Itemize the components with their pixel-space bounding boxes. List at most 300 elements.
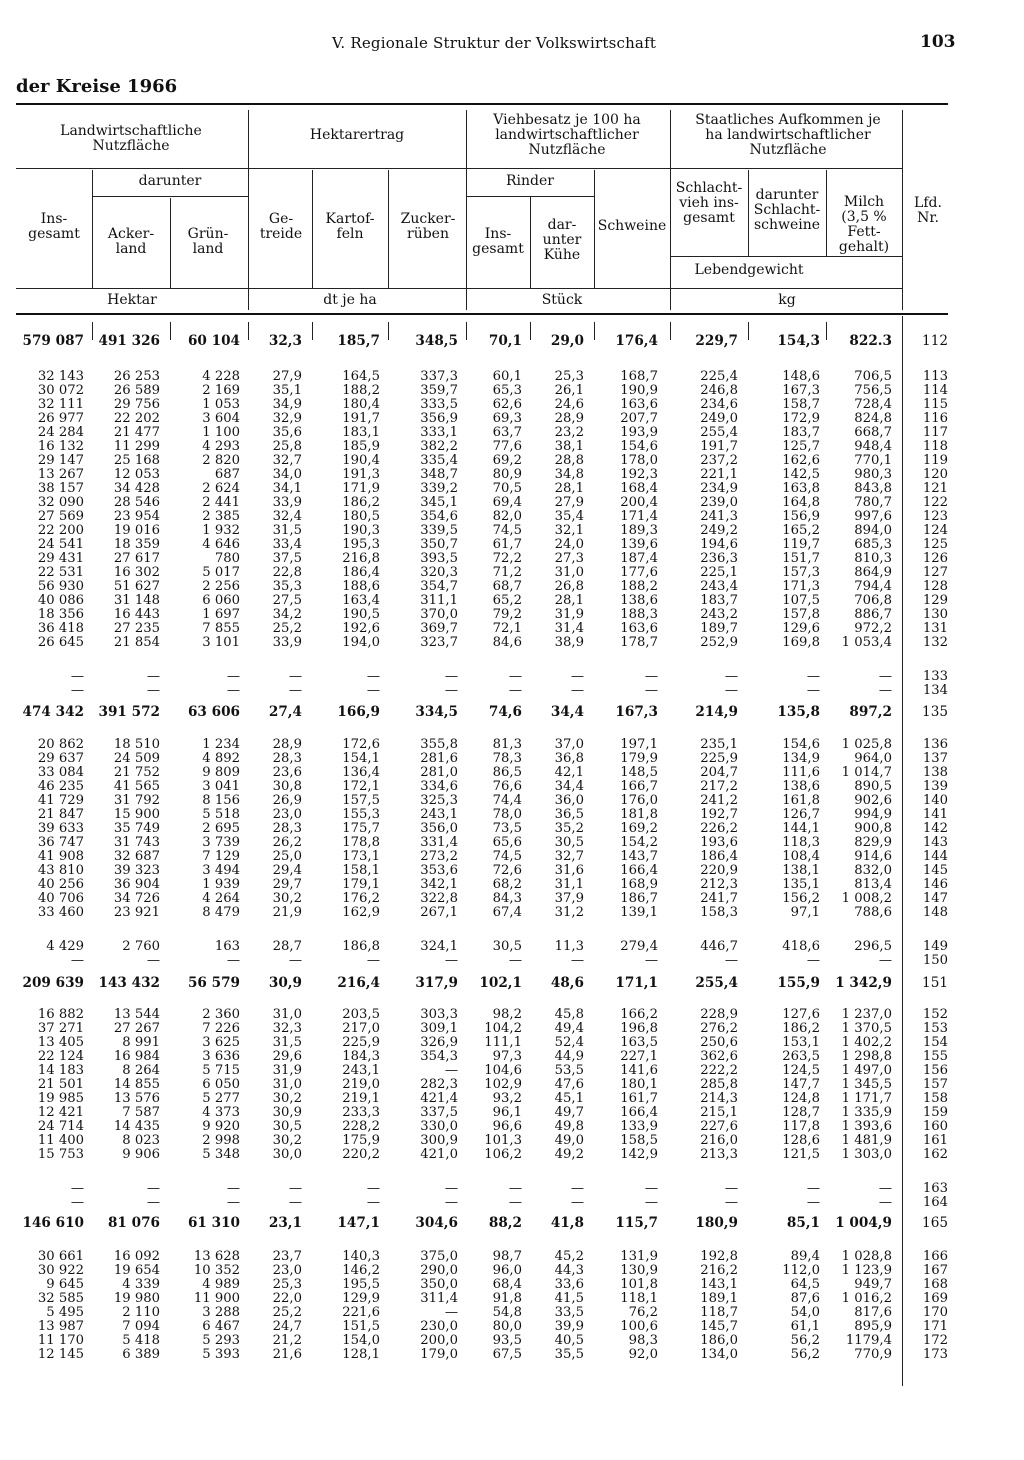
cell-getreide: 25,0 (272, 849, 302, 864)
cell-kartoffeln: 233,3 (342, 1105, 380, 1120)
cell-getreide: — (288, 1181, 302, 1196)
cell-getreide: 34,1 (272, 481, 302, 496)
cell-lfd-nr: 155 (922, 1049, 948, 1064)
cell-gruenland: 780 (214, 551, 240, 566)
cell-kuehe: 42,1 (554, 765, 584, 780)
cell-schlachtvieh: 217,2 (700, 779, 738, 794)
cell-lfd-nr: 143 (922, 835, 948, 850)
cell-ackerland: 26 253 (113, 369, 160, 384)
cell-schlachtvieh: 241,7 (700, 891, 738, 906)
cell-milch: 794,4 (854, 579, 892, 594)
cell-milch: 895,9 (854, 1319, 892, 1334)
insgesamt-header: Ins- gesamt (28, 211, 80, 242)
unit-kg: kg (778, 292, 796, 308)
cell-schlachtschweine: 119,7 (782, 537, 820, 552)
cell-lfd-nr: 170 (922, 1305, 948, 1320)
cell-schlachtschweine: 97,1 (790, 905, 820, 920)
cell-kuehe: 37,9 (554, 891, 584, 906)
cell-rinder-insgesamt: 93,5 (492, 1333, 522, 1348)
cell-schweine: 148,5 (620, 765, 658, 780)
cell-lfd-nr: 162 (922, 1147, 948, 1162)
lnf-group-header: Landwirtschaftliche Nutzfläche (60, 123, 202, 154)
cell-insgesamt: — (70, 669, 84, 684)
cell-schlachtschweine: 183,7 (782, 425, 820, 440)
cell-milch: 706,8 (854, 593, 892, 608)
cell-lfd-nr: 129 (922, 593, 948, 608)
cell-kartoffeln: 192,6 (342, 621, 380, 636)
cell-zuckerrueben: — (444, 953, 458, 968)
cell-rinder-insgesamt: 74,6 (488, 704, 522, 720)
table-row (0, 496, 1024, 510)
cell-gruenland: 3 739 (202, 835, 240, 850)
cell-ackerland: 19 980 (113, 1291, 160, 1306)
cell-insgesamt: 474 342 (22, 704, 84, 720)
unit-stueck: Stück (541, 292, 583, 308)
cell-schlachtschweine: 153,1 (782, 1035, 820, 1050)
cell-kuehe: 35,5 (554, 1347, 584, 1362)
cell-gruenland: 13 628 (193, 1249, 240, 1264)
cell-schlachtvieh: 189,1 (700, 1291, 738, 1306)
cell-ackerland: — (146, 953, 160, 968)
ackerland-header: Acker- land (107, 226, 155, 257)
table-row (0, 1064, 1024, 1078)
cell-zuckerrueben: 317,9 (415, 975, 458, 991)
zuckerrueben-header: Zucker- rüben (400, 211, 456, 242)
cell-ackerland: 9 906 (122, 1147, 160, 1162)
cell-zuckerrueben: 333,1 (420, 425, 458, 440)
cell-lfd-nr: 149 (922, 939, 948, 954)
table-row (0, 594, 1024, 608)
cell-getreide: 32,7 (272, 453, 302, 468)
cell-zuckerrueben: 335,4 (420, 453, 458, 468)
cell-kuehe: 26,1 (554, 383, 584, 398)
cell-gruenland: 63 606 (187, 704, 240, 720)
cell-schlachtvieh: 192,7 (700, 807, 738, 822)
cell-gruenland: — (226, 1195, 240, 1210)
cell-milch: 296,5 (854, 939, 892, 954)
darunter-header: darunter (138, 173, 202, 189)
cell-zuckerrueben: 339,2 (420, 481, 458, 496)
cell-milch: 843,8 (854, 481, 892, 496)
cell-schweine: 167,3 (615, 704, 658, 720)
cell-schweine: 168,7 (620, 369, 658, 384)
cell-schlachtvieh: 228,9 (700, 1007, 738, 1022)
cell-insgesamt: 11 170 (37, 1333, 84, 1348)
cell-rinder-insgesamt: 88,2 (488, 1215, 522, 1231)
cell-kuehe: 44,9 (554, 1049, 584, 1064)
cell-schlachtschweine: — (806, 683, 820, 698)
cell-rinder-insgesamt: 78,3 (492, 751, 522, 766)
cell-schlachtvieh: 215,1 (700, 1105, 738, 1120)
cell-lfd-nr: 120 (922, 467, 948, 482)
cell-gruenland: 5 518 (202, 807, 240, 822)
getreide-header: Ge- treide (259, 211, 303, 242)
cell-kartoffeln: 188,2 (342, 383, 380, 398)
cell-kartoffeln: — (366, 953, 380, 968)
cell-schweine: 197,1 (620, 737, 658, 752)
cell-schlachtvieh: 362,6 (700, 1049, 738, 1064)
cell-ackerland: 81 076 (107, 1215, 160, 1231)
cell-ackerland: 27 267 (113, 1021, 160, 1036)
table-row (0, 1264, 1024, 1278)
cell-milch: 948,4 (854, 439, 892, 454)
cell-milch: 1 014,7 (841, 765, 892, 780)
cell-zuckerrueben: 353,6 (420, 863, 458, 878)
cell-ackerland: 19 016 (113, 523, 160, 538)
cell-rinder-insgesamt: 84,3 (492, 891, 522, 906)
cell-kuehe: 26,8 (554, 579, 584, 594)
cell-schlachtvieh: 234,9 (700, 481, 738, 496)
table-row (0, 1148, 1024, 1162)
cell-schlachtschweine: 87,6 (790, 1291, 820, 1306)
cell-kartoffeln: 166,9 (337, 704, 380, 720)
cell-kartoffeln: 188,6 (342, 579, 380, 594)
cell-kuehe: 41,8 (550, 1215, 584, 1231)
cell-rinder-insgesamt: 106,2 (484, 1147, 522, 1162)
cell-zuckerrueben: 393,5 (420, 551, 458, 566)
cell-getreide: 29,7 (272, 877, 302, 892)
cell-schlachtschweine: 163,8 (782, 481, 820, 496)
cell-rinder-insgesamt: 82,0 (492, 509, 522, 524)
table-row (0, 684, 1024, 698)
cell-schlachtvieh: 227,6 (700, 1119, 738, 1134)
cell-schlachtvieh: 236,3 (700, 551, 738, 566)
cell-rinder-insgesamt: 101,3 (484, 1133, 522, 1148)
cell-milch: 886,7 (854, 607, 892, 622)
header-divider (902, 110, 903, 310)
cell-gruenland: 2 441 (202, 495, 240, 510)
cell-rinder-insgesamt: 72,2 (492, 551, 522, 566)
table-row (0, 954, 1024, 968)
cell-insgesamt: 40 256 (37, 877, 84, 892)
cell-rinder-insgesamt: 60,1 (492, 369, 522, 384)
cell-zuckerrueben: 369,7 (420, 621, 458, 636)
cell-rinder-insgesamt: 74,4 (492, 793, 522, 808)
cell-lfd-nr: 112 (922, 333, 948, 349)
top-rule (16, 103, 948, 105)
cell-milch: 822.3 (849, 333, 892, 349)
cell-milch: — (878, 1195, 892, 1210)
table-row-total (0, 976, 1024, 990)
cell-zuckerrueben: 354,7 (420, 579, 458, 594)
cell-kuehe: 34,4 (554, 779, 584, 794)
cell-kartoffeln: 203,5 (342, 1007, 380, 1022)
cell-gruenland: 9 809 (202, 765, 240, 780)
cell-zuckerrueben: 337,5 (420, 1105, 458, 1120)
cell-rinder-insgesamt: 62,6 (492, 397, 522, 412)
cell-lfd-nr: 171 (922, 1319, 948, 1334)
cell-schlachtschweine: 162,6 (782, 453, 820, 468)
cell-lfd-nr: 122 (922, 495, 948, 510)
cell-insgesamt: 40 706 (37, 891, 84, 906)
cell-schlachtschweine: 138,6 (782, 779, 820, 794)
cell-kuehe: 38,1 (554, 439, 584, 454)
cell-kartoffeln: 190,4 (342, 453, 380, 468)
cell-getreide: 23,1 (268, 1215, 302, 1231)
cell-ackerland: 35 749 (113, 821, 160, 836)
cell-zuckerrueben: 320,3 (420, 565, 458, 580)
cell-getreide: 27,4 (268, 704, 302, 720)
cell-ackerland: 8 991 (122, 1035, 160, 1050)
cell-zuckerrueben: 281,0 (420, 765, 458, 780)
cell-schlachtschweine: 186,2 (782, 1021, 820, 1036)
cell-kuehe: 36,5 (554, 807, 584, 822)
cell-schweine: 98,3 (628, 1333, 658, 1348)
cell-ackerland: 31 743 (113, 835, 160, 850)
cell-zuckerrueben: 324,1 (420, 939, 458, 954)
cell-milch: 900,8 (854, 821, 892, 836)
cell-zuckerrueben: 273,2 (420, 849, 458, 864)
cell-lfd-nr: 154 (922, 1035, 948, 1050)
cell-ackerland: — (146, 683, 160, 698)
cell-zuckerrueben: 323,7 (420, 635, 458, 650)
cell-schweine: 196,8 (620, 1021, 658, 1036)
cell-milch: 810,3 (854, 551, 892, 566)
cell-milch: 770,1 (854, 453, 892, 468)
cell-schlachtvieh: 234,6 (700, 397, 738, 412)
cell-rinder-insgesamt: 77,6 (492, 439, 522, 454)
cell-schweine: 163,6 (620, 397, 658, 412)
cell-getreide: 35,3 (272, 579, 302, 594)
unit-dt-je-ha: dt je ha (323, 292, 377, 308)
cell-schlachtvieh: 180,9 (695, 1215, 738, 1231)
cell-schlachtschweine: 154,3 (777, 333, 820, 349)
cell-gruenland: 3 288 (202, 1305, 240, 1320)
cell-insgesamt: 29 637 (37, 751, 84, 766)
cell-schlachtschweine: 138,1 (782, 863, 820, 878)
cell-insgesamt: 19 985 (37, 1091, 84, 1106)
cell-getreide: 30,9 (272, 1105, 302, 1120)
cell-ackerland: 21 854 (113, 635, 160, 650)
cell-lfd-nr: 152 (922, 1007, 948, 1022)
cell-schweine: — (644, 683, 658, 698)
cell-schlachtvieh: 216,2 (700, 1263, 738, 1278)
table-row (0, 1334, 1024, 1348)
cell-rinder-insgesamt: — (508, 953, 522, 968)
cell-ackerland: 11 299 (113, 439, 160, 454)
cell-milch: 1 370,5 (841, 1021, 892, 1036)
cell-kartoffeln: 216,8 (342, 551, 380, 566)
cell-zuckerrueben: 342,1 (420, 877, 458, 892)
cell-milch: 1 171,7 (841, 1091, 892, 1106)
cell-getreide: 29,6 (272, 1049, 302, 1064)
cell-milch: 685,3 (854, 537, 892, 552)
cell-kuehe: 31,6 (554, 863, 584, 878)
cell-kuehe: 31,1 (554, 877, 584, 892)
cell-zuckerrueben: 334,5 (415, 704, 458, 720)
cell-kartoffeln: 179,1 (342, 877, 380, 892)
cell-lfd-nr: 164 (922, 1195, 948, 1210)
cell-zuckerrueben: — (444, 669, 458, 684)
cell-getreide: 21,9 (272, 905, 302, 920)
cell-schlachtschweine: 126,7 (782, 807, 820, 822)
cell-getreide: 30,2 (272, 1133, 302, 1148)
cell-getreide: — (288, 683, 302, 698)
cell-schlachtvieh: 243,2 (700, 607, 738, 622)
cell-rinder-insgesamt: 102,1 (479, 975, 522, 991)
cell-zuckerrueben: 356,0 (420, 821, 458, 836)
cell-schlachtschweine: 56,2 (790, 1333, 820, 1348)
table-row (0, 608, 1024, 622)
cell-kartoffeln: — (366, 1195, 380, 1210)
cell-kuehe: 49,2 (554, 1147, 584, 1162)
cell-kuehe: 47,6 (554, 1077, 584, 1092)
cell-gruenland: — (226, 1181, 240, 1196)
cell-gruenland: 1 932 (202, 523, 240, 538)
cell-zuckerrueben: 311,1 (420, 593, 458, 608)
cell-insgesamt: 20 862 (37, 737, 84, 752)
table-row (0, 566, 1024, 580)
cell-schlachtvieh: 252,9 (700, 635, 738, 650)
table-row (0, 670, 1024, 684)
cell-ackerland: 16 302 (113, 565, 160, 580)
cell-milch: 756,5 (854, 383, 892, 398)
cell-kuehe: 11,3 (554, 939, 584, 954)
cell-zuckerrueben: 200,0 (420, 1333, 458, 1348)
cell-zuckerrueben: 348,7 (420, 467, 458, 482)
cell-getreide: 30,8 (272, 779, 302, 794)
cell-schweine: 207,7 (620, 411, 658, 426)
cell-kuehe: 44,3 (554, 1263, 584, 1278)
cell-zuckerrueben: 267,1 (420, 905, 458, 920)
cell-rinder-insgesamt: 68,2 (492, 877, 522, 892)
cell-milch: — (878, 953, 892, 968)
cell-lfd-nr: 147 (922, 891, 948, 906)
cell-getreide: 25,8 (272, 439, 302, 454)
cell-schlachtschweine: 263,5 (782, 1049, 820, 1064)
cell-schweine: 189,3 (620, 523, 658, 538)
table-row (0, 482, 1024, 496)
cell-getreide: 33,4 (272, 537, 302, 552)
cell-schlachtschweine: 128,7 (782, 1105, 820, 1120)
cell-schweine: 92,0 (628, 1347, 658, 1362)
cell-schlachtvieh: 225,4 (700, 369, 738, 384)
cell-getreide: 32,4 (272, 509, 302, 524)
cell-schweine: 169,2 (620, 821, 658, 836)
cell-getreide: 30,2 (272, 1091, 302, 1106)
cell-getreide: 28,3 (272, 821, 302, 836)
cell-insgesamt: — (70, 1195, 84, 1210)
cell-milch: 1179,4 (845, 1333, 892, 1348)
cell-ackerland: 7 094 (122, 1319, 160, 1334)
cell-insgesamt: 33 084 (37, 765, 84, 780)
cell-kartoffeln: 151,5 (342, 1319, 380, 1334)
cell-schweine: 138,6 (620, 593, 658, 608)
cell-lfd-nr: 130 (922, 607, 948, 622)
table-row (0, 822, 1024, 836)
cell-lfd-nr: 135 (922, 704, 948, 720)
cell-gruenland: 6 467 (202, 1319, 240, 1334)
cell-insgesamt: 41 908 (37, 849, 84, 864)
header-divider (312, 170, 313, 288)
cell-kartoffeln: 147,1 (337, 1215, 380, 1231)
cell-kuehe: 27,3 (554, 551, 584, 566)
cell-lfd-nr: 123 (922, 509, 948, 524)
cell-ackerland: 21 477 (113, 425, 160, 440)
cell-schlachtschweine: 128,6 (782, 1133, 820, 1148)
cell-kuehe: 32,7 (554, 849, 584, 864)
cell-rinder-insgesamt: 68,7 (492, 579, 522, 594)
cell-kuehe: 31,2 (554, 905, 584, 920)
cell-gruenland: 2 169 (202, 383, 240, 398)
cell-lfd-nr: 165 (922, 1215, 948, 1231)
cell-schlachtvieh: — (724, 953, 738, 968)
cell-schlachtvieh: 145,7 (700, 1319, 738, 1334)
cell-schlachtvieh: 250,6 (700, 1035, 738, 1050)
cell-kuehe: 35,4 (554, 509, 584, 524)
cell-gruenland: 6 060 (202, 593, 240, 608)
cell-gruenland: 4 293 (202, 439, 240, 454)
cell-milch: 832,0 (854, 863, 892, 878)
cell-schweine: 193,9 (620, 425, 658, 440)
cell-insgesamt: 13 405 (37, 1035, 84, 1050)
cell-milch: 1 497,0 (841, 1063, 892, 1078)
cell-schweine: 179,9 (620, 751, 658, 766)
cell-getreide: 32,9 (272, 411, 302, 426)
cell-gruenland: 5 715 (202, 1063, 240, 1078)
cell-schlachtschweine: 129,6 (782, 621, 820, 636)
cell-schweine: 171,1 (615, 975, 658, 991)
cell-schlachtschweine: 118,3 (782, 835, 820, 850)
cell-getreide: 33,9 (272, 635, 302, 650)
cell-schlachtvieh: 255,4 (695, 975, 738, 991)
cell-zuckerrueben: 330,0 (420, 1119, 458, 1134)
cell-kuehe: 28,1 (554, 481, 584, 496)
cell-schlachtschweine: 89,4 (790, 1249, 820, 1264)
cell-schweine: 190,9 (620, 383, 658, 398)
cell-schweine: — (644, 669, 658, 684)
cell-schlachtschweine: 156,2 (782, 891, 820, 906)
table-row (0, 1078, 1024, 1092)
cell-schweine: — (644, 1181, 658, 1196)
cell-schlachtschweine: 135,8 (777, 704, 820, 720)
cell-rinder-insgesamt: 67,4 (492, 905, 522, 920)
cell-gruenland: 4 989 (202, 1277, 240, 1292)
cell-kartoffeln: 191,3 (342, 467, 380, 482)
cell-kartoffeln: 219,1 (342, 1091, 380, 1106)
cell-rinder-insgesamt: 54,8 (492, 1305, 522, 1320)
cell-schlachtvieh: 446,7 (700, 939, 738, 954)
cell-rinder-insgesamt: 72,6 (492, 863, 522, 878)
cell-rinder-insgesamt: 63,7 (492, 425, 522, 440)
cell-schlachtvieh: 255,4 (700, 425, 738, 440)
cell-ackerland: 391 572 (98, 704, 160, 720)
cell-gruenland: — (226, 669, 240, 684)
table-row (0, 1278, 1024, 1292)
cell-zuckerrueben: 334,6 (420, 779, 458, 794)
cell-kuehe: 24,6 (554, 397, 584, 412)
cell-schlachtvieh: 204,7 (700, 765, 738, 780)
cell-rinder-insgesamt: 76,6 (492, 779, 522, 794)
cell-kartoffeln: 129,9 (342, 1291, 380, 1306)
table-row (0, 940, 1024, 954)
cell-gruenland: 61 310 (187, 1215, 240, 1231)
table-row (0, 738, 1024, 752)
cell-kartoffeln: 180,4 (342, 397, 380, 412)
cell-schlachtschweine: 157,8 (782, 607, 820, 622)
cell-schweine: 180,1 (620, 1077, 658, 1092)
cell-milch: 829,9 (854, 835, 892, 850)
cell-rinder-insgesamt: 111,1 (484, 1035, 522, 1050)
cell-gruenland: 687 (214, 467, 240, 482)
cell-schweine: 168,4 (620, 481, 658, 496)
cell-insgesamt: 36 747 (37, 835, 84, 850)
cell-gruenland: 2 360 (202, 1007, 240, 1022)
cell-schweine: 168,9 (620, 877, 658, 892)
table-row (0, 794, 1024, 808)
cell-gruenland: 11 900 (193, 1291, 240, 1306)
table-row (0, 454, 1024, 468)
